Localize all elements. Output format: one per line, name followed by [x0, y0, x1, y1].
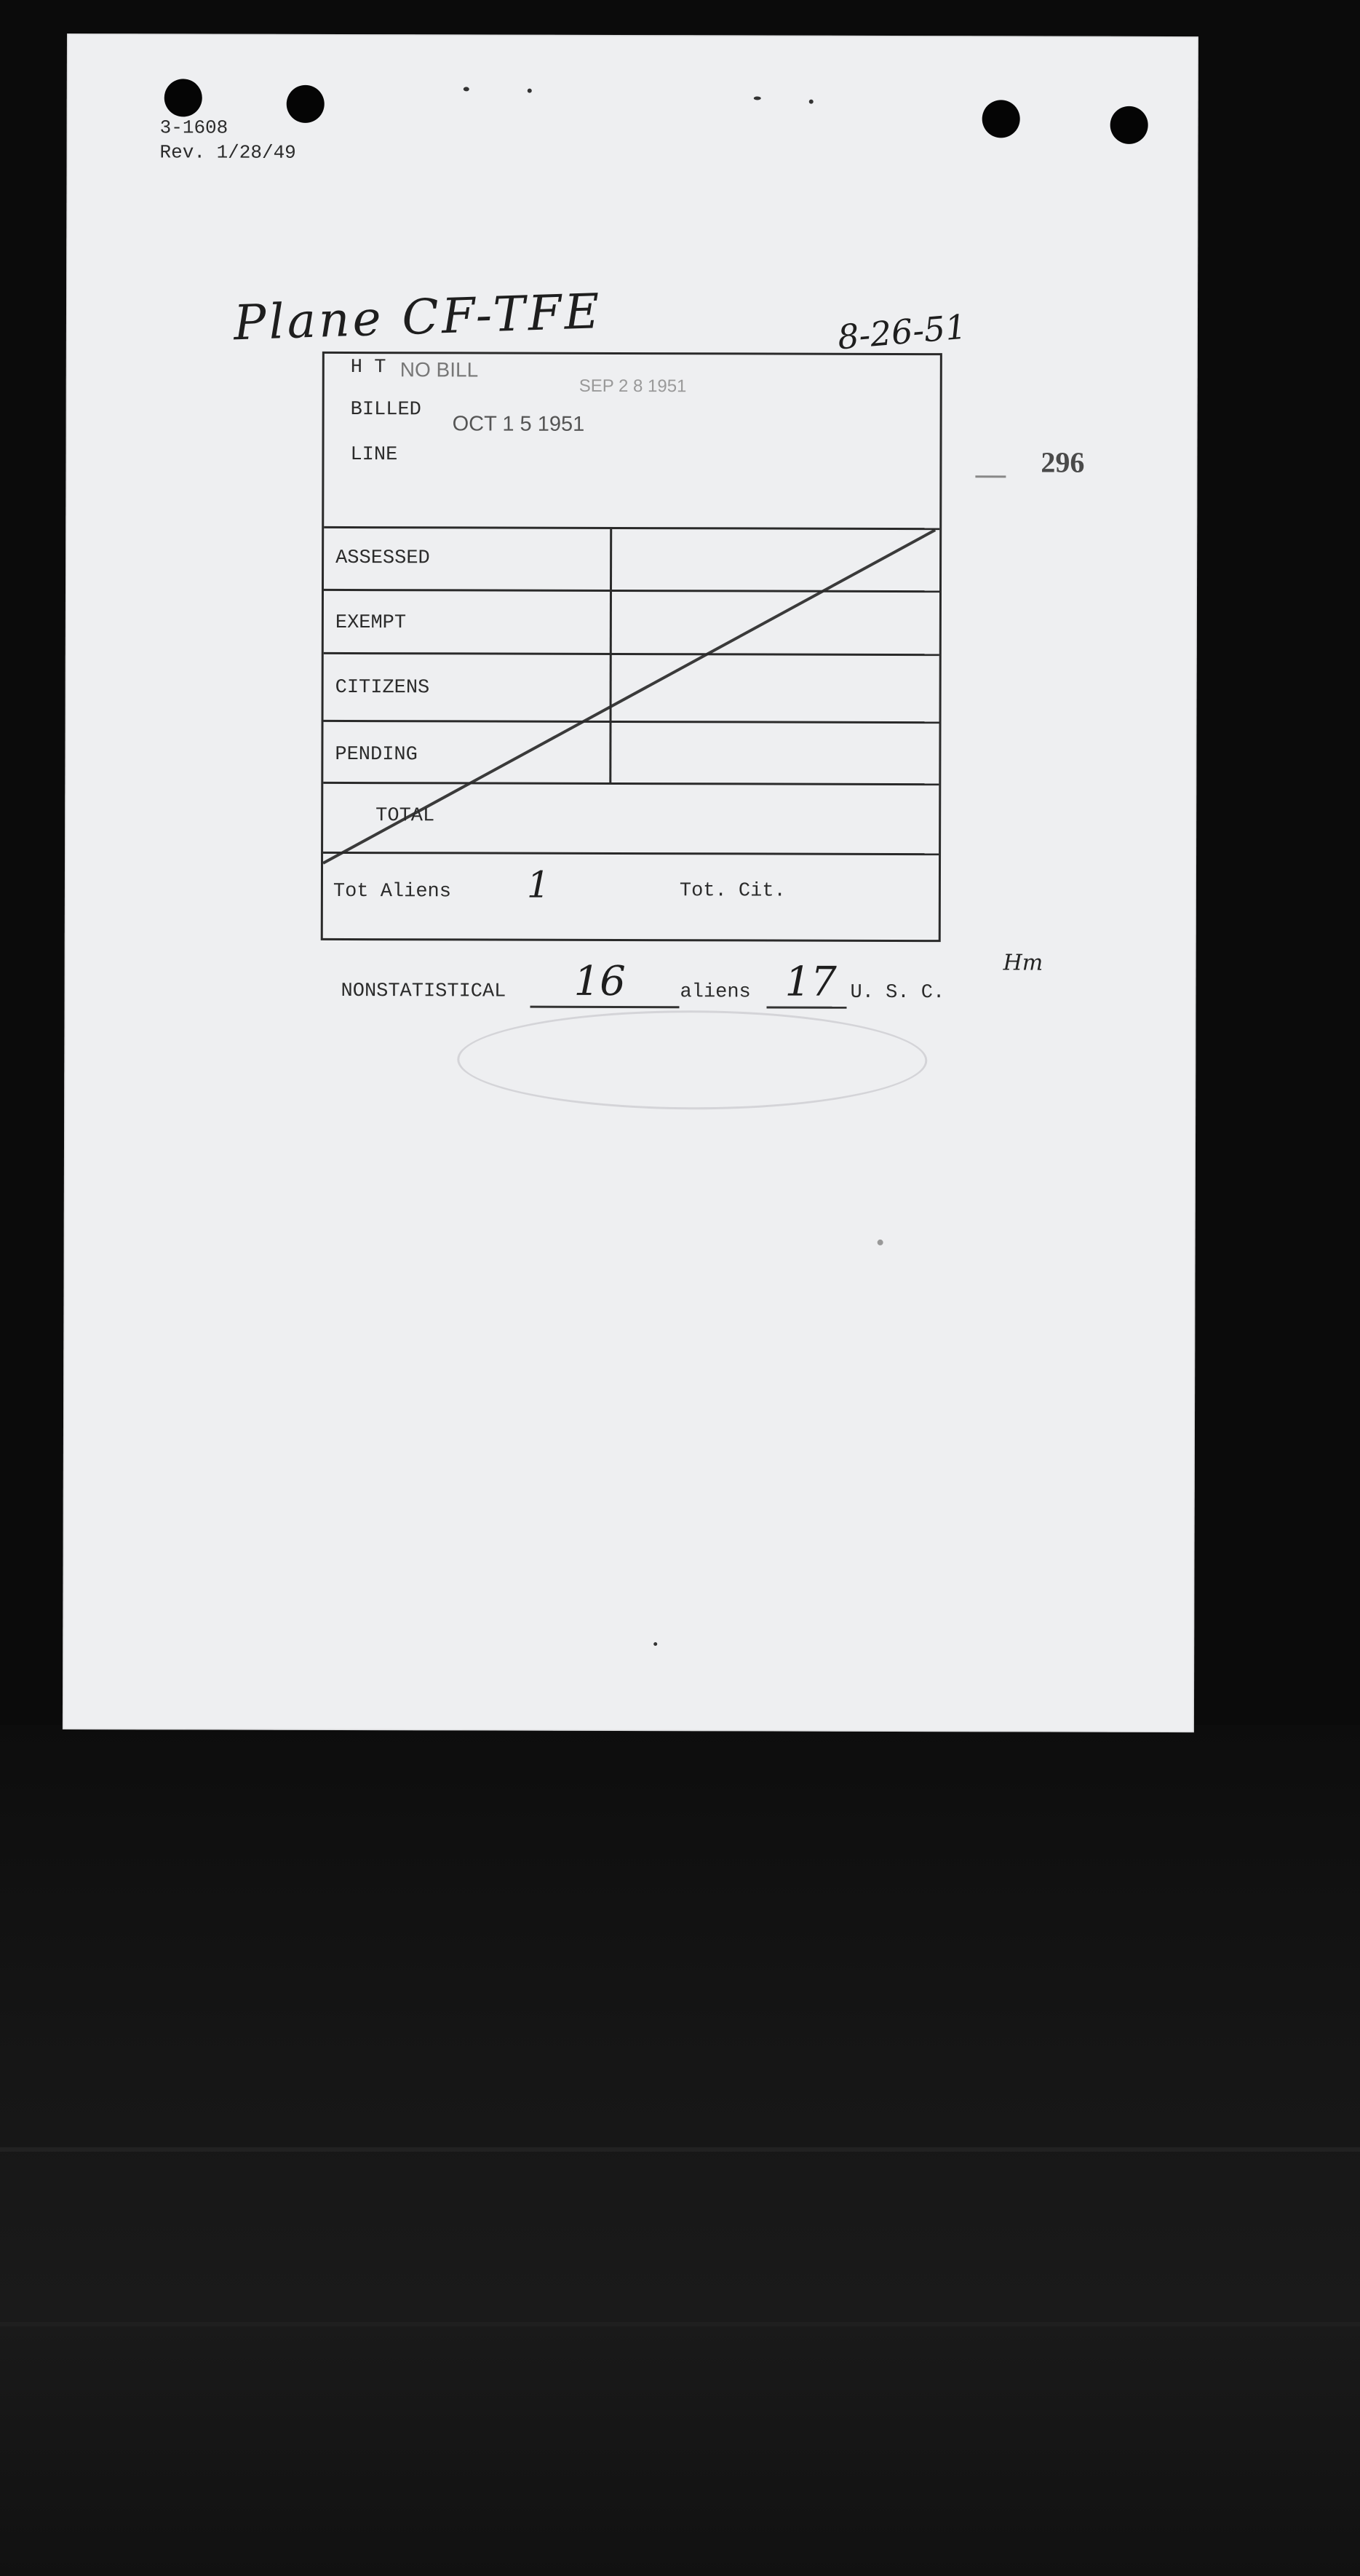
row-assessed: ASSESSED: [335, 547, 430, 570]
document-sheet: [63, 33, 1198, 1732]
speck: [528, 89, 532, 93]
stamp-sep-date: SEP 2 8 1951: [578, 376, 687, 397]
total-label: TOTAL: [375, 805, 435, 828]
tot-aliens-label: Tot Aliens: [333, 880, 451, 903]
handwritten-initials: Hm: [1003, 950, 1043, 976]
handwritten-date: 8-26-51: [835, 306, 969, 357]
speck: [653, 1642, 657, 1646]
speck: [809, 100, 814, 104]
aliens-count: 16: [573, 957, 626, 1006]
scan-streak: [0, 2322, 1360, 2326]
aliens-label: aliens: [680, 981, 751, 1004]
row-pending: PENDING: [335, 743, 418, 766]
speck: [878, 1240, 883, 1245]
speck: [464, 87, 469, 91]
punch-hole: [164, 79, 202, 116]
punch-hole: [982, 100, 1020, 138]
nonstatistical-line: [341, 980, 506, 1003]
usc-underline: [766, 1007, 846, 1009]
form-number: 3-1608: [159, 116, 228, 139]
handwritten-plane-id: Plane CF-TFE: [232, 283, 603, 352]
stamp-oct-date: OCT 1 5 1951: [452, 412, 585, 436]
page-number-dash: [975, 475, 1006, 477]
scan-streak: [0, 2147, 1360, 2152]
tot-cit-label: Tot. Cit.: [679, 880, 786, 903]
usc-count: 17: [784, 958, 837, 1006]
stamp-no-bill: NO BILL: [399, 358, 479, 381]
punch-hole: [1110, 106, 1148, 144]
aliens-underline: [530, 1006, 679, 1009]
label-line: LINE: [350, 444, 398, 467]
tot-aliens-value: 1: [526, 863, 550, 906]
speck: [754, 96, 761, 100]
usc-label: U. S. C.: [850, 981, 945, 1004]
form-revision: Rev. 1/28/49: [159, 141, 296, 164]
nonstatistical-label: NONSTATISTICAL: [341, 980, 506, 1003]
tally-box: [321, 352, 942, 942]
label-ht: H T: [350, 357, 386, 379]
page-number: 296: [1041, 445, 1085, 479]
form-number-block: [160, 115, 296, 165]
row-citizens: CITIZENS: [335, 676, 430, 700]
label-billed: BILLED: [350, 399, 421, 421]
scan-background: [0, 1725, 1360, 2576]
faint-bleedthrough-oval: [457, 1010, 927, 1110]
row-exempt: EXEMPT: [335, 611, 407, 635]
